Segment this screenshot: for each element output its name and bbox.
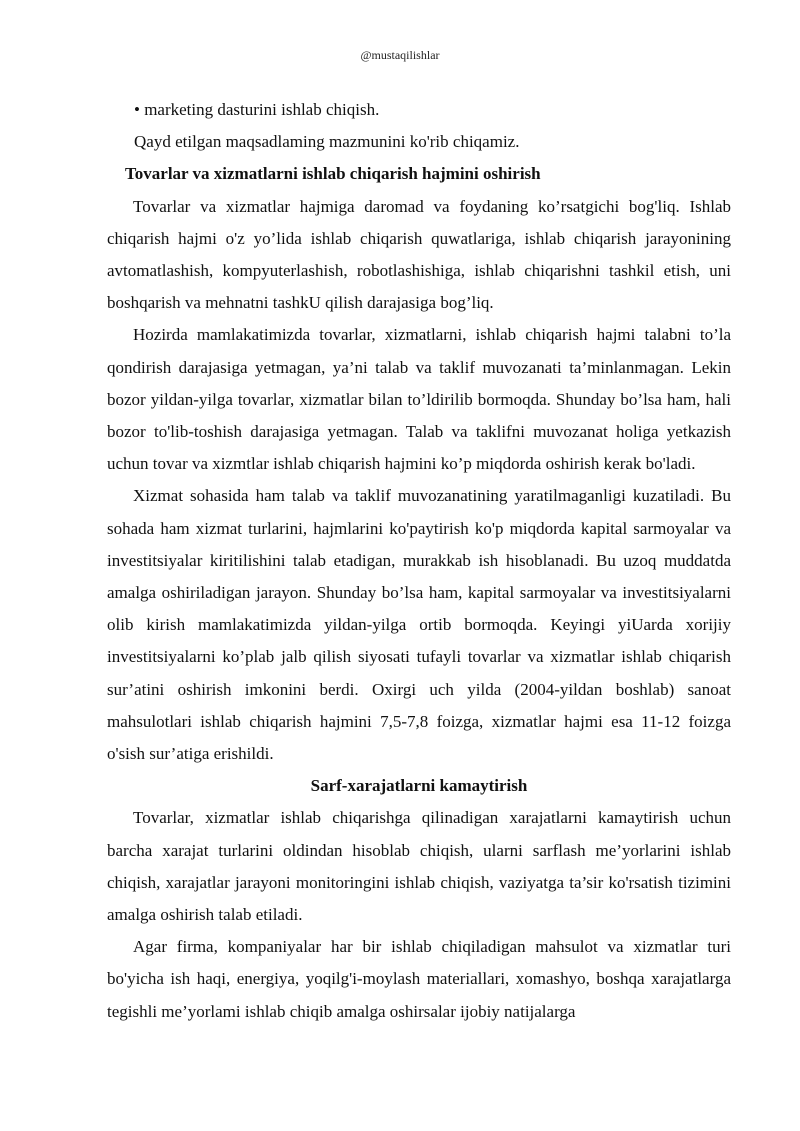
bullet-item: • marketing dasturini ishlab chiqish. <box>134 100 380 119</box>
section-heading-production-volume: Tovarlar va xizmatlarni ishlab chiqarish hajmini oshirish <box>125 164 541 184</box>
document-body <box>107 94 731 1028</box>
paragraph-5: Agar firma, kompaniyalar har bir ishlab chiqiladigan mahsulot va xizmatlar turi bo'yicha ish haqi, energiya, yoqilg'i-moylash materiallari, xomashyo, boshqa xarajatlarga tegishli me’yorlami ishlab chiqib amalga oshirsalar ijobiy natijalarga <box>107 937 731 1021</box>
section-heading-cost-reduction: Sarf-xarajatlarni kamaytirish <box>310 776 528 796</box>
page-watermark: @mustaqilishlar <box>360 48 440 62</box>
intro-paragraph: Qayd etilgan maqsadlaming mazmunini ko'rib chiqamiz. <box>134 132 520 152</box>
paragraph-1: Tovarlar va xizmatlar hajmiga daromad va foydaning ko’rsatgichi bog'liq. Ishlab chiqarish hajmi o'z yo’lida ishlab chiqarish quwatlariga, ishlab chiqarish jarayonining avtomatlashish, kompyuterlashish, robotlashishiga, ishlab chiqarishni tashkil etish, uni boshqarish va mehnatni tashkU qilish darajasiga bog’liq. <box>107 196 731 313</box>
paragraph-4: Tovarlar, xizmatlar ishlab chiqarishga qilinadigan xarajatlarni kamaytirish uchun barcha xarajat turlarini oldindan hisoblab chiqish, ularni sarflash me’yorlarini ishlab chiqish, xarajatlar jarayoni monitoringini ishlab chiqish, vaziyatga ta’sir ko'rsatish tizimini amalga oshirish talab etiladi. <box>107 808 731 925</box>
paragraph-2: Hozirda mamlakatimizda tovarlar, xizmatlarni, ishlab chiqarish hajmi talabni to’la qondirish darajasiga yetmagan, ya’ni talab va taklif muvozanati ta’minlanmagan. Lekin bozor yildan-yilga tovarlar, xizmatlar bilan to’ldirilib bormoqda. Shunday bo’lsa ham, hali bozor to'lib-toshish darajasiga yetmagan. Talab va taklifni muvozanat holiga yetkazish uchun tovar va xizmtlar ishlab chiqarish hajmini ko’p miqdorda oshirish kerak bo'ladi. <box>107 325 731 474</box>
paragraph-3: Xizmat sohasida ham talab va taklif muvozanatining yaratilmaganligi kuzatiladi. Bu sohada ham xizmat turlarini, hajmlarini ko'paytirish ko'p miqdorda kapital sarmoyalar va investitsiyalar kiritilishini talab etadigan, murakkab ish hisoblanadi. Bu uzoq muddatda amalga oshiriladigan jarayon. Shunday bo’lsa ham, kapital sarmoyalar va investitsiyalarni olib kirish mamlakatimizda yildan-yilga ortib bormoqda. Keyingi yiUarda xorijiy investitsiyalarni ko’plab jalb qilish siyosati tufayli tovarlar va xizmatlar ishlab chiqarish sur’atini oshirish imkonini berdi. Oxirgi uch yilda (2004-yildan boshlab) sanoat mahsulotlari ishlab chiqarish hajmini 7,5-7,8 foizga, xizmatlar hajmi esa 11-12 foizga o'sish sur’atiga erishildi. <box>107 486 731 764</box>
